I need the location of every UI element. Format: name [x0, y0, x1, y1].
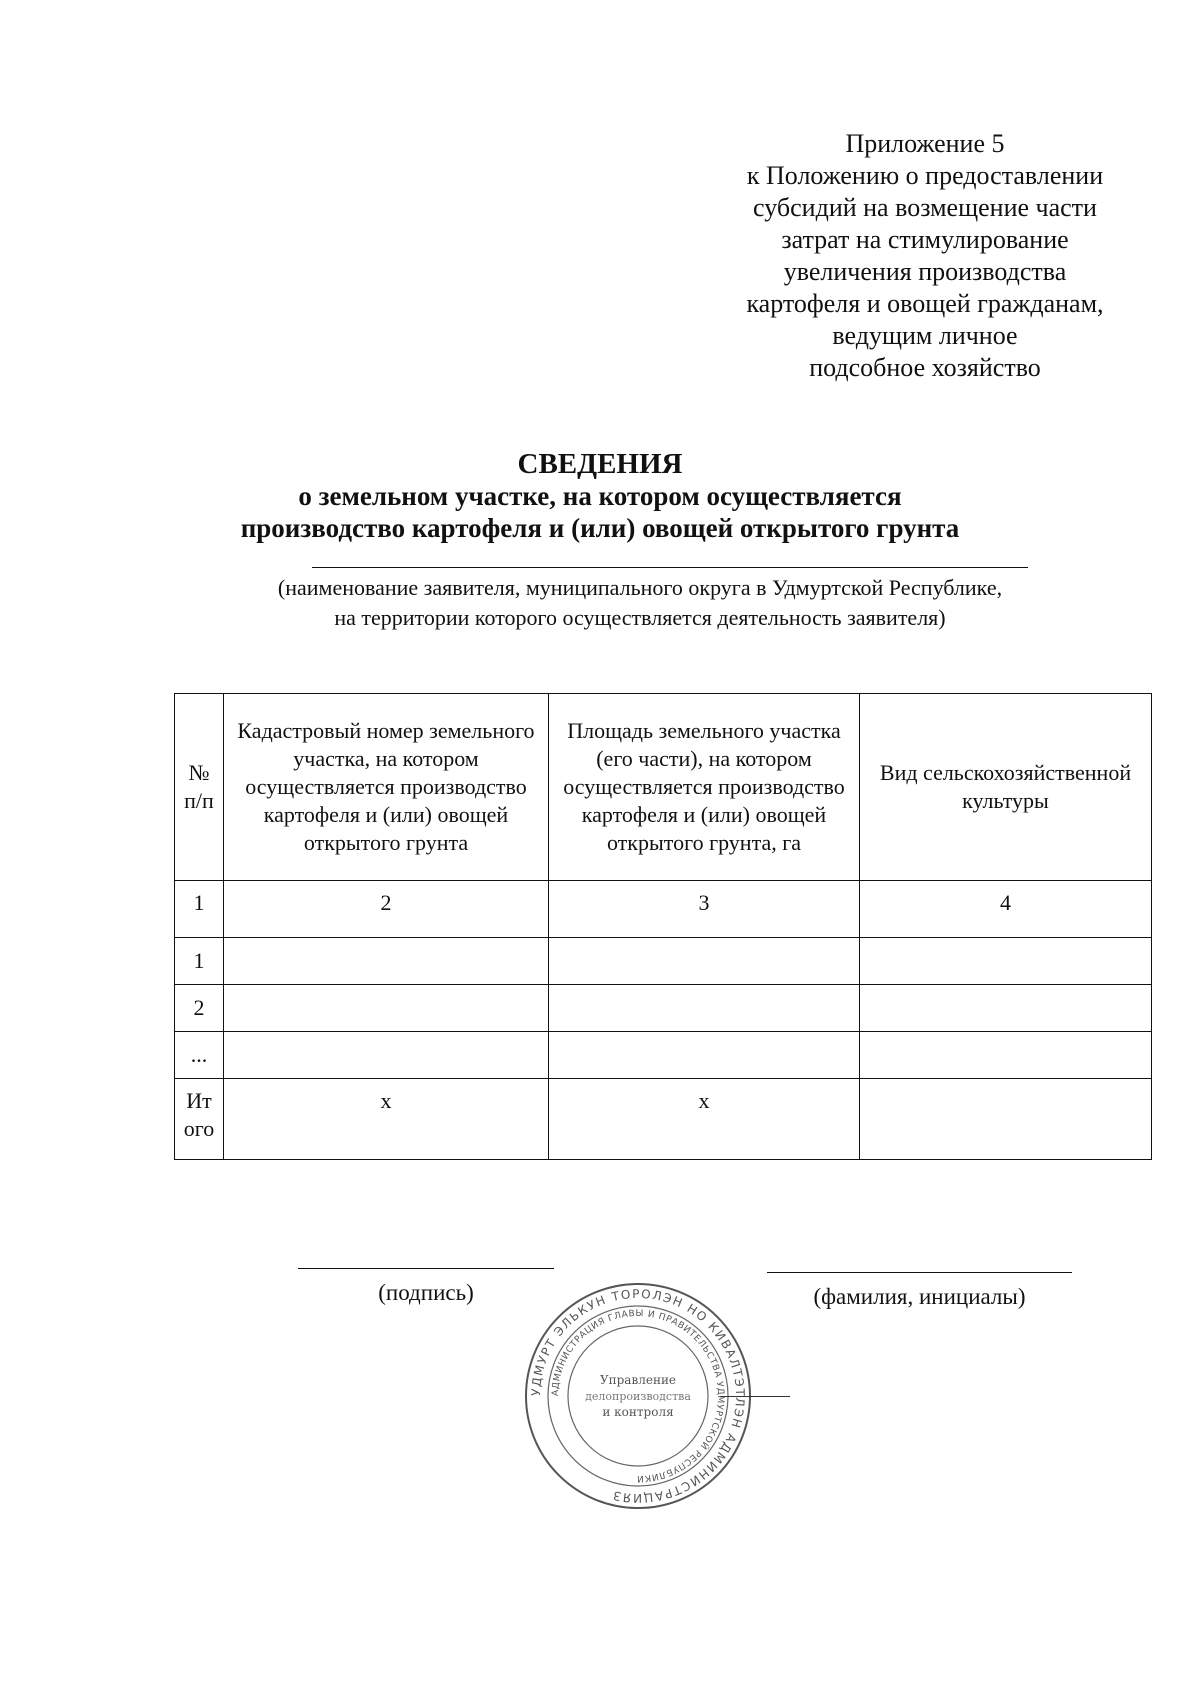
appendix-line: увеличения производства — [783, 257, 1067, 286]
title-main: СВЕДЕНИЯ — [517, 448, 683, 480]
appendix-line: к Положению о предоставлении — [746, 161, 1104, 190]
table-cell — [549, 938, 860, 985]
appendix-line: Приложение 5 — [845, 129, 1005, 158]
appendix-line: подсобное хозяйство — [809, 353, 1041, 382]
seal-center-line-3: и контроля — [602, 1405, 674, 1419]
land-plot-table — [174, 693, 1152, 1160]
title-line-1: о земельном участке, на котором осуществляется — [298, 481, 902, 511]
appendix-line: субсидий на возмещение части — [753, 193, 1097, 222]
total-cell — [860, 1079, 1152, 1160]
total-label: Ит ого — [175, 1079, 224, 1160]
name-initials-line — [767, 1272, 1072, 1273]
total-cell: x — [549, 1079, 860, 1160]
table-cell — [860, 938, 1152, 985]
column-number: 4 — [860, 881, 1152, 938]
header-crop-type: Вид сельскохозяйственной культуры — [860, 694, 1152, 881]
total-row — [175, 1079, 1152, 1160]
seal-center-line-1: Управление — [599, 1373, 677, 1387]
table-cell — [224, 985, 549, 1032]
table-cell: ... — [175, 1032, 224, 1079]
appendix-line: картофеля и овощей гражданам, — [746, 289, 1104, 318]
table-cell — [549, 1032, 860, 1079]
table-cell: 1 — [175, 938, 224, 985]
table-row — [175, 1032, 1152, 1079]
appendix-line: ведущим личное — [832, 321, 1018, 350]
table-row — [175, 985, 1152, 1032]
column-number-row — [175, 881, 1152, 938]
table-row — [175, 938, 1152, 985]
seal-outer-text: УДМУРТ ЭЛЬКУН ТОРОЛЭН НО КИВАЛТЭТЛЭН АДМИНИСТРАЦИЯЗ — [528, 1286, 748, 1506]
applicant-name-line — [312, 567, 1028, 568]
column-number: 1 — [175, 881, 224, 938]
document-title — [200, 448, 1000, 544]
header-number: № п/п — [175, 694, 224, 881]
seal-center-line-2: делопроизводства — [585, 1390, 691, 1403]
header-cadastral-number: Кадастровый номер земельного участка, на котором осуществляется производство картофеля и (или) овощей открытого грунта — [224, 694, 549, 881]
name-initials-caption: (фамилия, инициалы) — [813, 1284, 1026, 1309]
signature-caption: (подпись) — [378, 1280, 474, 1305]
table-cell — [224, 938, 549, 985]
applicant-caption — [200, 573, 1080, 633]
applicant-caption-line-2: на территории которого осуществляется деятельность заявителя) — [334, 605, 946, 630]
appendix-line: затрат на стимулирование — [781, 225, 1069, 254]
column-number: 3 — [549, 881, 860, 938]
total-cell: x — [224, 1079, 549, 1160]
title-line-2: производство картофеля и (или) овощей открытого грунта — [240, 513, 960, 543]
table-cell — [860, 1032, 1152, 1079]
column-number: 2 — [224, 881, 549, 938]
table-cell — [549, 985, 860, 1032]
applicant-caption-line-1: (наименование заявителя, муниципального округа в Удмуртской Республике, — [277, 575, 1003, 600]
seal-crossing-line — [720, 1396, 790, 1397]
seal-inner-text: АДМИНИСТРАЦИЯ ГЛАВЫ И ПРАВИТЕЛЬСТВА УДМУРТСКОЙ РЕСПУБЛИКИ — [550, 1308, 726, 1484]
table-header-row — [175, 694, 1152, 881]
signature-line — [298, 1268, 554, 1269]
header-area: Площадь земельного участка (его части), на котором осуществляется производство картофеля и (или) овощей открытого грунта, га — [549, 694, 860, 881]
appendix-reference — [700, 128, 1150, 384]
table-cell — [224, 1032, 549, 1079]
table-cell: 2 — [175, 985, 224, 1032]
table-cell — [860, 985, 1152, 1032]
